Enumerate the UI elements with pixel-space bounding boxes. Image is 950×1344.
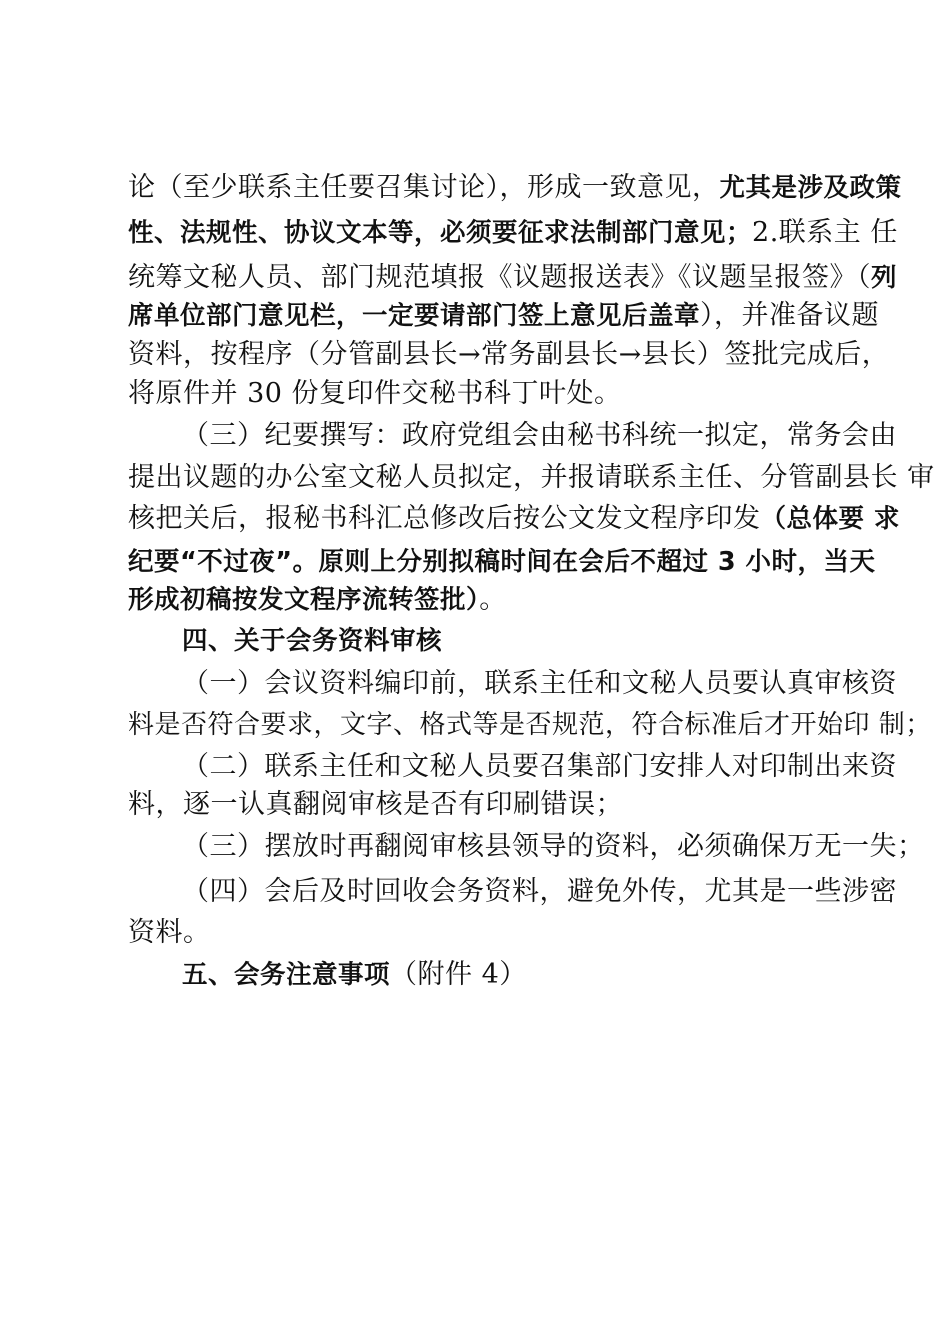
item-1-line-2: 料是否符合要求，文字、格式等是否规范，符合标准后才开始印 制；: [128, 710, 932, 740]
text-line-4: [128, 294, 879, 338]
text-line-7: （三）纪要撰写：政府党组会由秘书科统一拟定，常务会由: [182, 420, 897, 451]
text-line-2: [128, 211, 898, 255]
text-segment: ），并准备议题: [700, 300, 880, 331]
bold-text-segment: 尤其是涉及政策: [719, 173, 902, 203]
item-1-line-1: （一）会议资料编印前，联系主任和文秘人员要认真审核资: [182, 668, 897, 699]
text-line-9: [128, 497, 900, 541]
text-segment: 。: [479, 584, 507, 615]
bold-text-segment: 性、法规性、协议文本等，必须要征求法制部门意见；: [128, 218, 753, 248]
text-line-1: [128, 166, 902, 210]
section-heading-5: [182, 953, 527, 997]
text-segment: 2.联系主 任: [752, 217, 898, 248]
text-segment: 论（至少联系主任要召集讨论），形成一致意见，: [128, 172, 720, 203]
bold-text-segment: 席单位部门意见栏，一定要请部门签上意见后盖章: [128, 301, 701, 331]
text-line-11: [128, 578, 507, 622]
text-line-6: 将原件并 30 份复印件交秘书科丁叶处。: [128, 378, 622, 409]
bold-text-segment: 五、会务注意事项: [182, 960, 391, 990]
text-line-5: 资料，按程序（分管副县长→常务副县长→县长）签批完成后，: [128, 339, 890, 370]
item-4-line-1: （四）会后及时回收会务资料，避免外传，尤其是一些涉密: [182, 876, 897, 907]
bold-text-segment: 形成初稿按发文程序流转签批）: [128, 585, 480, 615]
bold-text-segment: 列: [871, 263, 898, 293]
item-3-line-1: （三）摆放时再翻阅审核县领导的资料，必须确保万无一失；: [182, 831, 925, 862]
item-2-line-1: （二）联系主任和文秘人员要召集部门安排人对印制出来资: [182, 751, 897, 782]
section-heading-4: 四、关于会务资料审核: [182, 626, 443, 656]
text-segment: （附件 4）: [390, 959, 527, 990]
bold-text-segment: （总体要 求: [760, 504, 900, 534]
item-4-line-2: 资料。: [128, 917, 211, 948]
text-line-10: 纪要“不过夜”。原则上分别拟稿时间在会后不超过 3 小时，当天: [128, 547, 876, 577]
text-segment: 核把关后，报秘书科汇总修改后按公文发文程序印发: [128, 503, 761, 534]
text-segment: 统筹文秘人员、部门规范填报《议题报送表》《议题呈报签》（: [128, 262, 871, 293]
text-line-8: 提出议题的办公室文秘人员拟定，并报请联系主任、分管副县长 审: [128, 462, 935, 493]
item-2-line-2: 料，逐一认真翻阅审核是否有印刷错误；: [128, 789, 623, 820]
